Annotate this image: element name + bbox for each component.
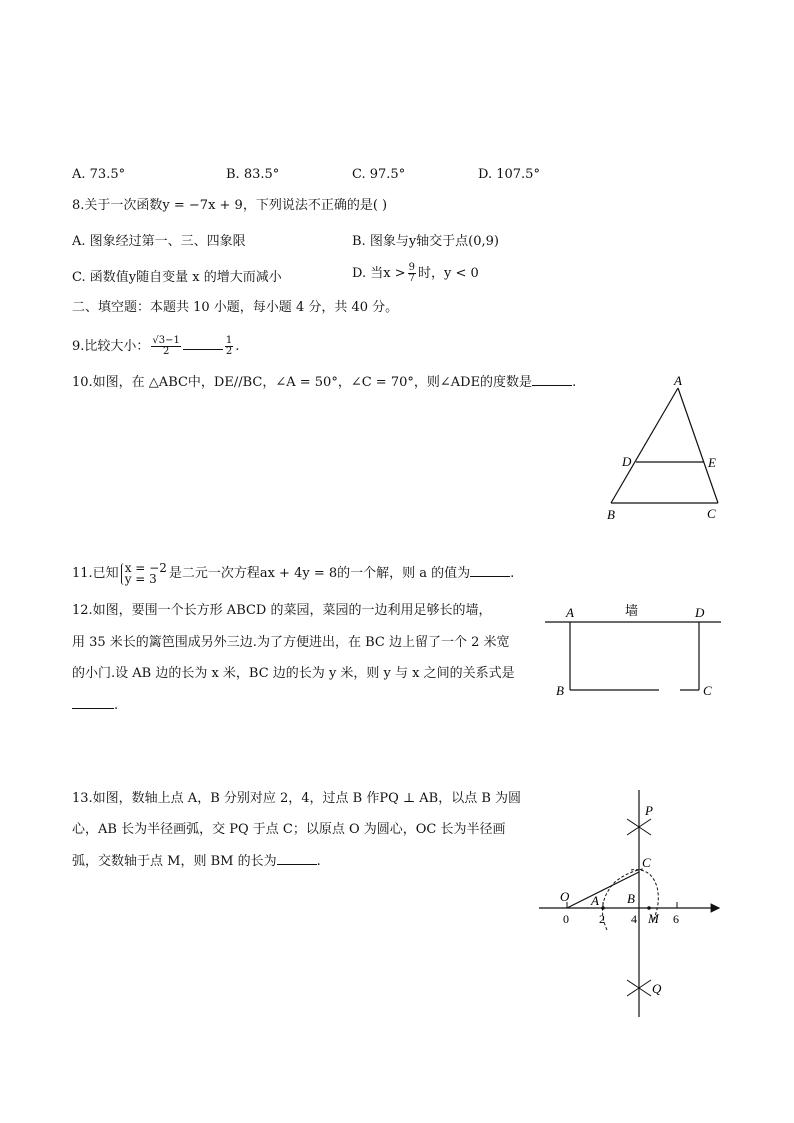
label-c: C bbox=[703, 683, 712, 698]
q13-line-1: 13.如图，数轴上点 A，B 分别对应 2，4，过点 B 作PQ ⊥ AB，以点 B 为圆 bbox=[72, 791, 522, 806]
q9-right-den: 2 bbox=[225, 346, 233, 357]
q8-stem-pre: 8.关于一次函数 bbox=[72, 198, 163, 213]
q11-pre: 11.已知 bbox=[72, 566, 119, 581]
q11-answer-blank[interactable] bbox=[470, 564, 510, 577]
q9-left-den: 2 bbox=[162, 346, 170, 357]
side-ab bbox=[611, 388, 678, 503]
q11-eq2: y = 3 bbox=[124, 571, 157, 586]
q12-garden-figure bbox=[545, 598, 725, 703]
q12-end: . bbox=[114, 698, 119, 713]
point-m bbox=[647, 906, 651, 910]
label-c: C bbox=[642, 855, 651, 870]
label-b: B bbox=[627, 891, 635, 906]
label-b: B bbox=[556, 683, 564, 698]
label-e: E bbox=[708, 455, 716, 470]
tick-label-2: 2 bbox=[599, 912, 605, 926]
label-d: D bbox=[622, 454, 632, 469]
q9-pre: 9.比较大小： bbox=[72, 339, 150, 354]
q11-end: . bbox=[510, 566, 515, 581]
q13-line-3-text: 弧，交数轴于点 M，则 BM 的长为 bbox=[72, 854, 277, 869]
q9-end: . bbox=[235, 339, 240, 354]
label-p: P bbox=[645, 803, 653, 818]
q12-line-3: 的小门.设 AB 边的长为 x 米，BC 边的长为 y 米，则 y 与 x 之间的关系式是 bbox=[72, 666, 515, 681]
label-m: M bbox=[648, 911, 659, 926]
label-q: Q bbox=[652, 981, 662, 996]
q10 bbox=[72, 373, 576, 392]
label-b: B bbox=[607, 507, 615, 522]
label-a: A bbox=[591, 893, 599, 908]
q8-option-b: B. 图象与y轴交于点(0,9) bbox=[352, 234, 499, 249]
tick-label-0: 0 bbox=[563, 912, 569, 926]
q11-eq1: x = −2 bbox=[124, 560, 167, 575]
label-a: A bbox=[674, 373, 682, 388]
q8-option-d-num: 9 bbox=[408, 262, 415, 273]
q12-line-4 bbox=[72, 696, 118, 715]
q8-option-d-fraction bbox=[408, 263, 416, 284]
q9-right-num: 1 bbox=[225, 335, 233, 346]
q13-number-line-figure bbox=[535, 785, 725, 1020]
q10-triangle-figure bbox=[600, 370, 730, 525]
label-wall: 墙 bbox=[625, 603, 639, 618]
label-a: A bbox=[566, 605, 574, 620]
q7-option-d: D. 107.5° bbox=[478, 167, 540, 182]
section-2-title: 二、填空题：本题共 10 小题，每小题 4 分，共 40 分。 bbox=[72, 300, 399, 315]
q8-option-d-den: 7 bbox=[408, 273, 415, 284]
q12-answer-blank[interactable] bbox=[72, 696, 114, 709]
q11-post: 是二元一次方程ax + 4y = 8的一个解，则 a 的值为 bbox=[168, 566, 471, 581]
label-c: C bbox=[707, 506, 716, 521]
q8-stem-post: ，下列说法不正确的是( ) bbox=[242, 198, 388, 213]
q8-option-d-pre: D. 当x > bbox=[352, 266, 406, 281]
q7-option-a: A. 73.5° bbox=[72, 167, 126, 182]
q7-option-b: B. 83.5° bbox=[226, 167, 280, 182]
q10-text: 10.如图，在 △ABC中，DE//BC，∠A = 50°，∠C = 70°，则∠ADE的度数是 bbox=[72, 375, 533, 390]
q7-option-c: C. 97.5° bbox=[352, 167, 406, 182]
q13-end: . bbox=[316, 854, 321, 869]
q8-option-a: A. 图象经过第一、三、四象限 bbox=[72, 234, 246, 249]
q9-answer-blank[interactable] bbox=[183, 337, 223, 350]
tick-label-4: 4 bbox=[631, 912, 637, 926]
q8-option-c: C. 函数值y随自变量 x 的增大而减小 bbox=[72, 270, 282, 285]
q8-expr: y = −7x + 9 bbox=[162, 198, 243, 213]
q8-option-d bbox=[352, 262, 479, 284]
q12-line-1: 12.如图，要围一个长方形 ABCD 的菜园，菜园的一边利用足够长的墙， bbox=[72, 603, 492, 618]
q9 bbox=[72, 336, 239, 357]
q13-answer-blank[interactable] bbox=[277, 852, 317, 865]
q13-line-3 bbox=[72, 852, 321, 871]
q13-line-2: 心，AB 长为半径画弧，交 PQ 于点 C；以原点 O 为圆心，OC 长为半径画 bbox=[72, 822, 506, 837]
side-ac bbox=[678, 388, 718, 503]
q8-option-d-post: 时，y < 0 bbox=[417, 266, 479, 281]
tick-label-6: 6 bbox=[673, 912, 679, 926]
label-d: D bbox=[695, 605, 705, 620]
q10-answer-blank[interactable] bbox=[532, 373, 572, 386]
q10-end: . bbox=[572, 375, 577, 390]
q9-right-fraction bbox=[225, 336, 233, 357]
label-o: O bbox=[560, 889, 570, 904]
point-a bbox=[601, 906, 605, 910]
q9-left-fraction bbox=[151, 336, 180, 357]
q11 bbox=[72, 562, 514, 586]
q12-line-2: 用 35 米长的篱笆围成另外三边.为了方便进出，在 BC 边上留了一个 2 米宽 bbox=[72, 635, 510, 650]
q11-equation-system bbox=[121, 560, 167, 586]
q8-stem bbox=[72, 197, 387, 215]
q9-left-num: √3−1 bbox=[152, 335, 180, 346]
